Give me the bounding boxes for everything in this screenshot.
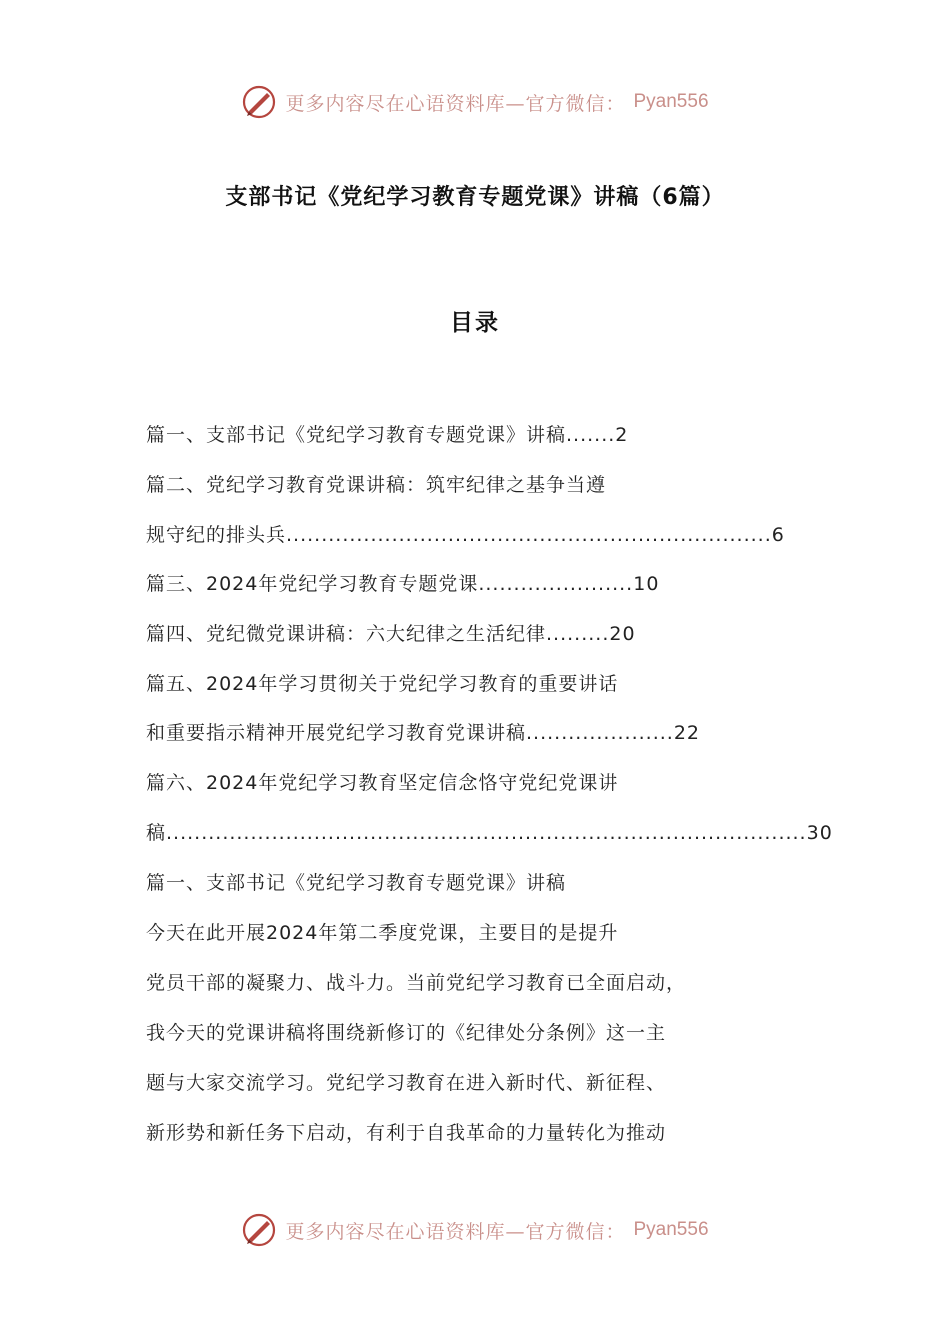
section-heading: 篇一、支部书记《党纪学习教育专题党课》讲稿 <box>146 872 567 894</box>
watermark-wechat-id: Pyan556 <box>633 1219 709 1240</box>
toc-entry-2-cont[interactable]: 规守纪的排头兵.....................................................................6 <box>146 524 785 546</box>
body-text-line: 党员干部的凝聚力、战斗力。当前党纪学习教育已全面启动， <box>146 972 687 994</box>
toc-heading: 目录 <box>450 310 500 336</box>
header-watermark <box>0 84 950 124</box>
watermark-text: 更多内容尽在心语资料库—官方微信： <box>285 1220 626 1243</box>
pen-logo-icon <box>241 84 277 120</box>
toc-entry-6[interactable]: 篇六、2024年党纪学习教育坚定信念恪守党纪党课讲 <box>146 772 619 794</box>
watermark-wechat-id: Pyan556 <box>633 91 709 112</box>
toc-entry-2[interactable]: 篇二、党纪学习教育党课讲稿：筑牢纪律之基争当遵 <box>146 474 607 496</box>
toc-entry-6-cont[interactable]: 稿...........................................................................................30 <box>146 822 833 844</box>
body-text-line: 今天在此开展2024年第二季度党课，主要目的是提升 <box>146 922 619 944</box>
toc-entry-5-cont[interactable]: 和重要指示精神开展党纪学习教育党课讲稿.....................22 <box>146 722 701 744</box>
toc-entry-3[interactable]: 篇三、2024年党纪学习教育专题党课......................10 <box>146 573 660 595</box>
toc-entry-4[interactable]: 篇四、党纪微党课讲稿：六大纪律之生活纪律.........20 <box>146 623 636 645</box>
body-text-line: 题与大家交流学习。党纪学习教育在进入新时代、新征程、 <box>146 1072 667 1094</box>
toc-entry-5[interactable]: 篇五、2024年学习贯彻关于党纪学习教育的重要讲话 <box>146 673 619 695</box>
document-title: 支部书记《党纪学习教育专题党课》讲稿（6篇） <box>225 185 725 210</box>
pen-logo-icon <box>241 1212 277 1248</box>
body-text-line: 我今天的党课讲稿将围绕新修订的《纪律处分条例》这一主 <box>146 1022 667 1044</box>
watermark-text: 更多内容尽在心语资料库—官方微信： <box>285 92 626 115</box>
body-text-line: 新形势和新任务下启动，有利于自我革命的力量转化为推动 <box>146 1122 667 1144</box>
toc-entry-1[interactable]: 篇一、支部书记《党纪学习教育专题党课》讲稿.......2 <box>146 424 629 446</box>
footer-watermark <box>0 1212 950 1252</box>
